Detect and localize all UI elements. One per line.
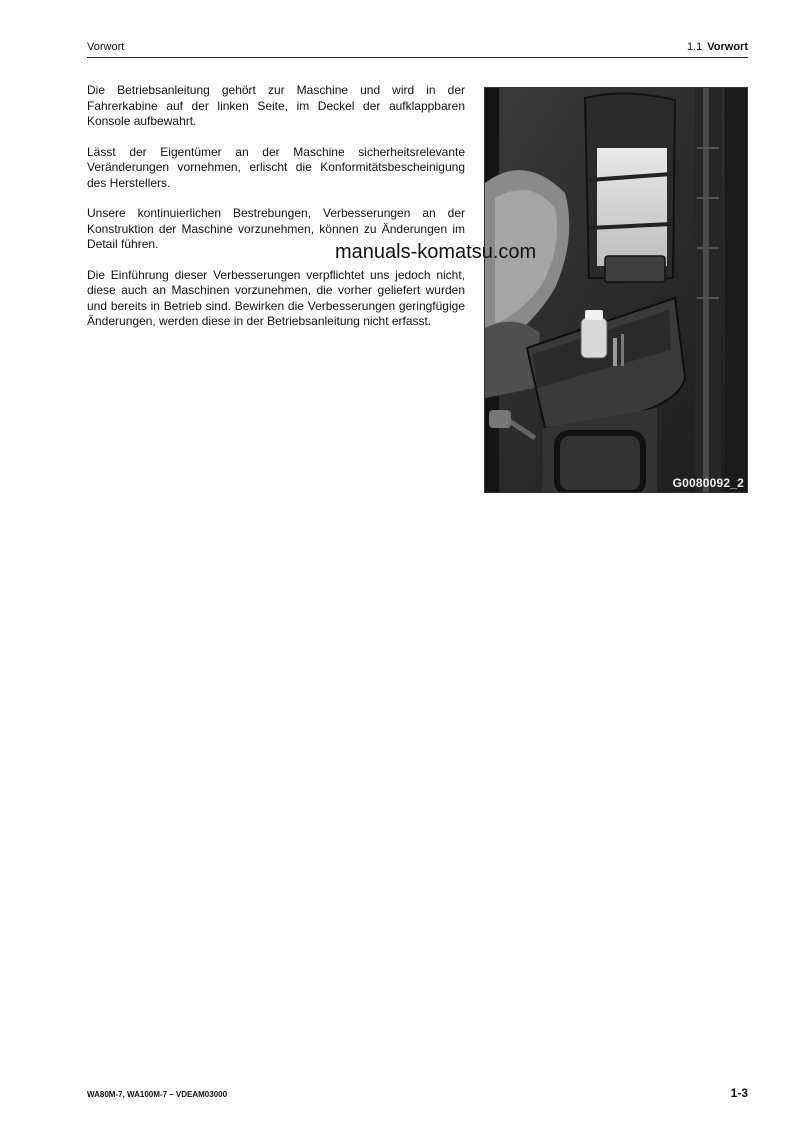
page-number: 1-3 [730, 1086, 748, 1100]
section-number: 1.1 [686, 41, 703, 53]
cab-console-photo [484, 87, 748, 493]
body-text [87, 83, 465, 345]
paragraph: Die Betriebsanleitung gehört zur Maschine und wird in der Fahrerkabine auf der linken Seite, im Deckel der aufklappbaren Konsole aufbewahrt. [87, 83, 465, 128]
header-section [687, 41, 748, 53]
paragraph: Unsere kontinuierlichen Bestrebungen, Verbesserungen an der Konstruktion der Maschine vorzunehmen, können zu Änderungen im Detail führen. [87, 206, 465, 251]
figure-code: G0080092_2 [672, 476, 744, 490]
paragraph: Die Einführung dieser Verbesserungen verpflichtet uns jedoch nicht, diese auch an Maschinen vorzunehmen, die vorher geliefert wurden und bereits in Betrieb sind. Bewirken die Verbesserungen geringfügige Änderungen, werden diese in der Betriebsanleitung nicht erfasst. [87, 267, 465, 328]
header-rule [87, 57, 748, 58]
header-chapter: Vorwort [87, 41, 125, 53]
section-title: Vorwort [707, 41, 748, 53]
paragraph: Lässt der Eigentümer an der Maschine sicherheitsrelevante Veränderungen vornehmen, erlischt die Konformitätsbescheinigung des Herstellers. [87, 144, 465, 190]
watermark: manuals-komatsu.com [335, 241, 537, 263]
photo-illustration [485, 88, 748, 493]
footer-model: WA80M-7, WA100M-7 – VDEAM03000 [87, 1090, 228, 1099]
